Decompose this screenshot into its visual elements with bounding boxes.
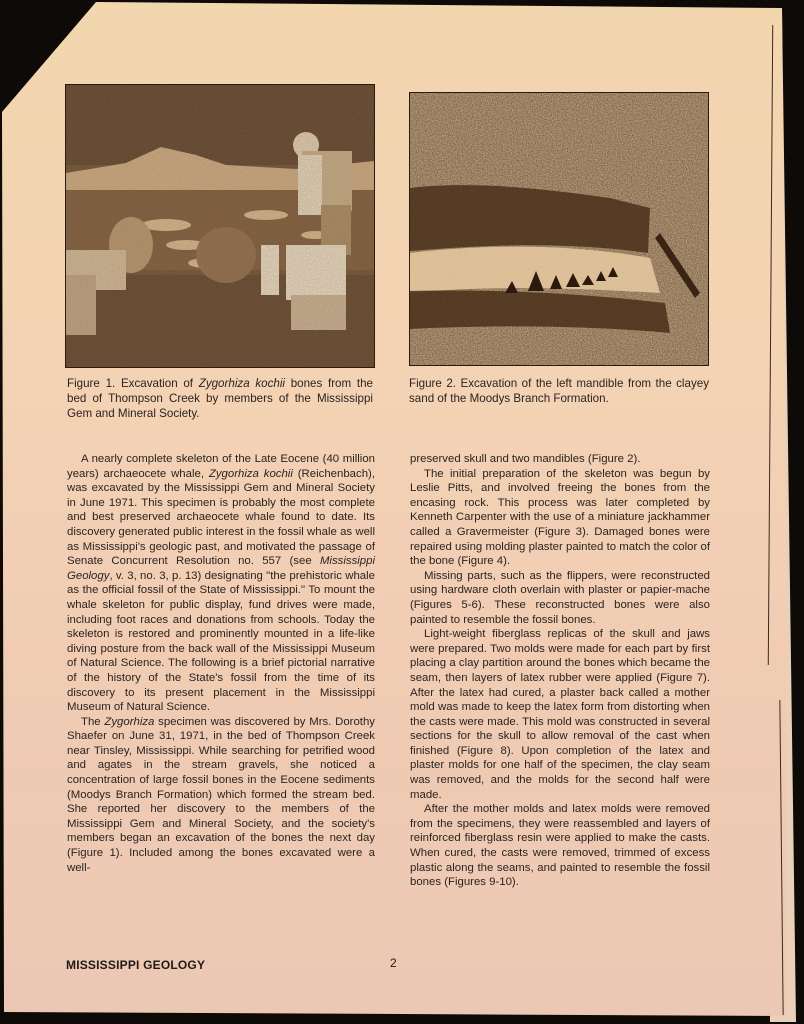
figure-1-caption: Figure 1. Excavation of Zygorhiza kochii bones from the bed of Thompson Creek by members of the Mississippi Gem and Mineral Society. bbox=[67, 377, 373, 420]
figure-1-photo bbox=[65, 84, 375, 368]
excavation-photo-image bbox=[66, 85, 374, 367]
species-name-italic: Zygorhiza kochii bbox=[198, 377, 285, 390]
casts-paragraph: After the mother molds and latex molds were removed from the specimens, they were reassembled and layers of reinforced fiberglass resin were applied to make the casts. When cured, the casts were removed, trimmed of excess plastic along the seams, and painted to resemble the fossil bones (Figures 9-10). bbox=[410, 803, 710, 889]
page-number: 2 bbox=[390, 956, 397, 970]
mandible-photo-image bbox=[410, 93, 708, 365]
continued-paragraph: preserved skull and two mandibles (Figure 2). bbox=[410, 453, 641, 465]
right-text-column bbox=[410, 452, 710, 890]
figure-2-photo bbox=[409, 92, 709, 366]
publication-title: MISSISSIPPI GEOLOGY bbox=[66, 958, 206, 972]
reconstruction-paragraph: Missing parts, such as the flippers, were reconstructed using hardware cloth overlain with plaster or papier-mache (Figures 5-6). These reconstructed bones were also painted to resemble the fossil bones. bbox=[410, 569, 710, 626]
left-text-column bbox=[67, 452, 375, 875]
figure-2-caption: Figure 2. Excavation of the left mandible from the clayey sand of the Moodys Branch Formation. bbox=[409, 377, 709, 405]
preparation-paragraph: The initial preparation of the skeleton was begun by Leslie Pitts, and involved freeing the bones from the encasing rock. This process was later completed by Kenneth Carpenter with the use of a miniature jackhammer called a Gravermeister (Figure 3). Damaged bones were repaired using molding plaster painted to match the color of the bone (Figure 4). bbox=[410, 467, 710, 568]
discovery-paragraph: The Zygorhiza specimen was discovered by Mrs. Dorothy Shaefer on June 31, 1971, in the bed of Thompson Creek near Tinsley, Mississippi. While searching for petrified wood and agates in the stream gravels, she noticed a concentration of large fossil bones in the Eocene sediments (Moodys Branch Formation) which formed the stream bed. She reported her discovery to the members of the Mississippi Gem and Mineral Society, and the society's members began an excavation of the bones the next day (Figure 1). Included among the bones excavated were a well- bbox=[67, 715, 375, 874]
intro-paragraph: A nearly complete skeleton of the Late Eocene (40 million years) archaeocete whale, Zygorhiza kochii (Reichenbach), was excavated by the Mississippi Gem and Mineral Society in June 1971. This specimen is probably the most complete and best preserved archaeocete whale found to date. Its discovery generated public interest in the fossil whale as well as Mississippi's geologic past, and motivated the passage of Senate Concurrent Resolution no. 557 (see Mississippi Geology, v. 3, no. 3, p. 13) designating "the prehistoric whale as the official fossil of the State of Mississippi." To mount the whale skeleton for public display, fund drives were made, including foot races and donations from schools. Today the skeleton is restored and prominently mounted in a life-like diving posture from the back wall of the Mississippi Museum of Natural Science. The following is a brief pictorial narrative of the history of the State's fossil from the time of its discovery to its present placement in the Mississippi Museum of Natural Science. bbox=[67, 453, 375, 714]
molds-paragraph: Light-weight fiberglass replicas of the skull and jaws were prepared. Two molds were made for each part by first placing a clay partition around the bones which became the seam, then layers of latex rubber were applied (Figure 7). After the latex had cured, a plaster back called a mother mold was made to keep the latex form from distorting when the casts were made. This mold was constructed in several sections for the skull to allow removal of the cast when finished (Figure 8). Upon completion of the latex and plaster molds for one half of the specimen, the clay seam was removed, and the molds for the second half were made. bbox=[410, 628, 710, 801]
